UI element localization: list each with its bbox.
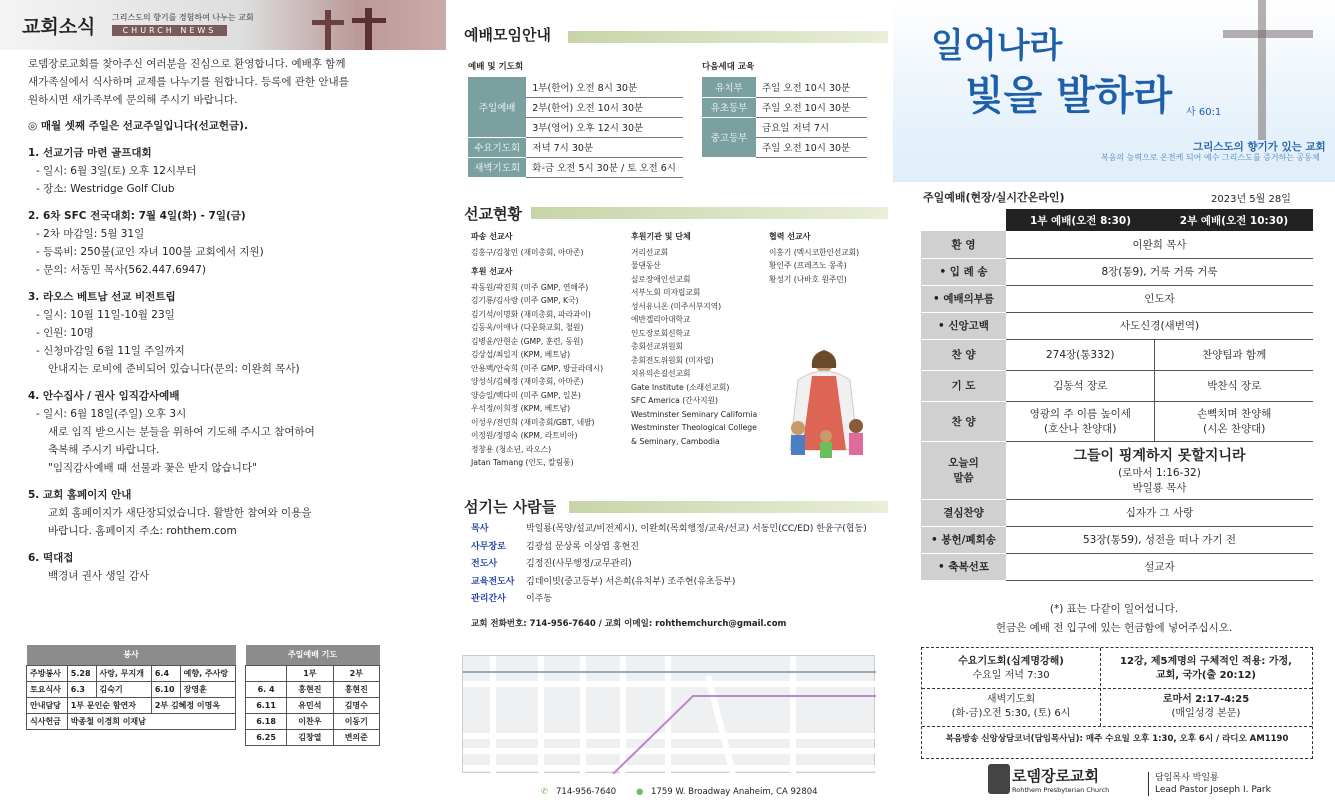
news-title: 교회소식	[22, 16, 96, 38]
news-ribbon: CHURCH NEWS	[112, 25, 227, 36]
table-row: 중고등부 금요일 저녁 7시	[702, 117, 867, 137]
mission-column	[471, 230, 603, 470]
table-row: 수요기도회 저녁 7시 30분	[468, 137, 683, 157]
church-address: 1759 W. Broadway Anaheim, CA 92804	[651, 787, 818, 797]
table-row: 2부(한어) 오전 10시 30분	[468, 97, 683, 117]
news-item-line: - 일시: 6월 3일(토) 오후 12시부터	[36, 165, 197, 177]
cross-icon	[325, 10, 331, 50]
news-item-heading: 3. 라오스 베트남 선교 비전트립	[28, 291, 176, 303]
serve-header: 봉사	[27, 645, 236, 665]
mission-sunday-notice: ◎ 매월 셋째 주일은 선교주일입니다(선교헌금).	[28, 120, 248, 132]
dawn-text: 로마서 2:17-4:25	[1162, 694, 1250, 705]
table-row	[921, 312, 1313, 339]
pastor-info: 담임목사 박일룡 Lead Pastor Joseph I. Park	[1148, 772, 1271, 796]
hero-line1: 일어나라	[931, 26, 1063, 66]
staff-row: 목사 박일룡(목양/설교/비전제시), 이완희(목회행정/교육/선교) 서동민(CC/ED) 한윤구(협동)	[471, 524, 867, 534]
info-panel	[446, 0, 893, 811]
news-item-heading: 2. 6차 SFC 전국대회: 7월 4일(화) - 7일(금)	[28, 210, 246, 222]
news-item-line: - 장소: Westridge Golf Club	[36, 183, 175, 195]
news-header	[0, 0, 446, 50]
order-value: 찬양팀과 함께	[1155, 339, 1313, 370]
mission-item: 성서유니온 (미주서부지역)	[631, 301, 722, 311]
mission-item: 김홍구/김창민 (재미총회, 아마존)	[471, 247, 584, 257]
news-item-line: 축복해 주시기 바랍니다.	[48, 444, 160, 456]
service-date: 2023년 5월 28일	[1211, 194, 1291, 205]
order-label: 찬 양	[921, 339, 1006, 370]
news-item-line: - 신청마감일 6월 11일 주일까지	[36, 345, 185, 357]
hero-reference: 사 60:1	[1186, 107, 1222, 118]
news-item-line: - 일시: 10월 11일-10월 23일	[36, 309, 175, 321]
news-panel	[0, 0, 446, 811]
order-value: 십자가 그 사랑	[1006, 499, 1313, 526]
order-label: • 입 례 송	[921, 258, 1006, 285]
order-value: 8장(통9), 거룩 거룩 거룩	[1006, 258, 1313, 285]
mission-item: 우석정/이희정 (KPM, 베트남)	[471, 404, 571, 413]
table-row	[921, 526, 1313, 553]
table-row: 식사헌금 박종철 이경희 이재남	[27, 713, 236, 729]
sermon-title: 그들이 핑계하지 못할지니라	[1073, 448, 1246, 464]
standing-note: (*) 표는 다같이 일어섭니다.	[1049, 603, 1179, 615]
mission-item: 김병윤/안현순 (GMP, 훈련, 동원)	[471, 336, 584, 346]
staff-title: 섬기는 사람들	[464, 498, 557, 516]
order-value: 인도자	[1006, 285, 1313, 312]
news-item-heading: 5. 교회 홈페이지 안내	[28, 489, 132, 501]
hero-line2: 빛을 발하라	[965, 73, 1173, 119]
mission-title: 선교현황	[464, 205, 522, 223]
mission-item: 김상섭/최일지 (KPM, 베트남)	[471, 350, 571, 359]
table-row	[921, 258, 1313, 285]
staff-row: 전도사 김정진(사무행정/교무관리)	[471, 559, 632, 569]
worship-title: 예배모임안내	[464, 26, 551, 44]
staff-row: 사무장로 김광섭 문상록 이상엽 홍현진	[471, 541, 639, 552]
table-row	[921, 441, 1313, 499]
news-item-line: 바랍니다. 홈페이지 주소: rohthem.com	[48, 525, 237, 537]
prayer-table	[245, 645, 380, 746]
slogan-sub: 복음의 능력으로 온전케 되어 예수 그리스도를 증거하는 공동체	[1101, 153, 1320, 162]
hero-banner	[893, 0, 1335, 182]
mission-item: Westminster Seminary California	[631, 409, 758, 419]
order-label: 오늘의 말씀	[921, 441, 1006, 499]
sermon-reference: (로마서 1:16-32)	[1118, 467, 1201, 479]
mission-item: 실로장애인선교회	[631, 274, 691, 284]
offering-note: 헌금은 예배 전 입구에 있는 헌금함에 넣어주십시오.	[995, 622, 1233, 634]
order-label: • 예배의부름	[921, 285, 1006, 312]
location-map[interactable]	[462, 655, 875, 773]
church-contact: 교회 전화번호: 714-956-7640 / 교회 이메일: rohthemchurch@gmail.com	[471, 619, 787, 629]
news-item-heading: 4. 안수집사 / 권사 임직감사예배	[28, 390, 180, 402]
mission-item: 총회전도위원회 (미자립)	[631, 355, 714, 365]
mission-item: 거리선교회	[631, 247, 669, 257]
mission-item: 김기룡/김사랑 (미주 GMP, K국)	[471, 296, 579, 305]
order-value: 손뼉치며 찬양해 (시온 찬양대)	[1155, 401, 1313, 441]
cross-icon	[365, 8, 372, 50]
mission-item: SFC America (간사지원)	[631, 396, 718, 405]
church-logo-icon	[988, 764, 1010, 794]
table-row: 주일 오전 10시 30분	[702, 137, 867, 157]
table-row: 새벽기도회 화-금 오전 5시 30분 / 토 오전 6시	[468, 157, 683, 177]
table-row	[921, 553, 1313, 580]
news-subtitle: 그리스도의 향기를 경험하여 나누는 교회	[112, 13, 254, 22]
mission-item: 곽동원/곽진희 (미주 GMP, 연해주)	[471, 282, 589, 292]
map-roads	[463, 656, 876, 774]
news-item-line: - 인원: 10명	[36, 327, 94, 339]
news-item-line: - 등록비: 250불(교인 자녀 100불 교회에서 지원)	[36, 246, 264, 258]
mission-item: 황인주 (프레즈노 몽족)	[769, 261, 847, 270]
order-label: 환 영	[921, 231, 1006, 258]
phone-icon: ✆	[541, 787, 549, 797]
church-phone: 714-956-7640	[556, 787, 617, 797]
news-item-line: - 2차 마감일: 5월 31일	[36, 228, 145, 240]
church-name: 로뎀장로교회	[1012, 767, 1099, 785]
slogan: 그리스도의 향기가 있는 교회	[1193, 141, 1326, 153]
mission-item: 서부노회 미자립교회	[631, 288, 701, 297]
broadcast-info: 복음방송 신앙상담코너(담임목사님): 매주 수요일 오후 1:30, 오후 6시 / 라디오 AM1190	[945, 734, 1289, 744]
table-row	[921, 339, 1313, 370]
order-value: 이완희 목사	[1006, 231, 1313, 258]
cross-icon	[1258, 0, 1266, 140]
dawn-time: (화-금)오전 5:30, (토) 6시	[951, 708, 1071, 719]
table-row	[921, 499, 1313, 526]
col-first-service: 1부 예배(오전 8:30)	[1006, 209, 1155, 231]
news-item-line: - 일시: 6월 18일(주일) 오후 3시	[36, 408, 187, 420]
order-value: 53장(통59), 성전을 떠나 가기 전	[1006, 526, 1313, 553]
mission-heading: 후원기관 및 단체	[631, 232, 691, 241]
news-item-heading: 1. 선교기금 마련 골프대회	[28, 147, 152, 159]
news-item-line: - 문의: 서동민 목사(562.447.6947)	[36, 264, 207, 276]
mission-item: & Seminary, Cambodia	[631, 436, 720, 446]
order-label: • 축복선포	[921, 553, 1006, 580]
col-second-service: 2부 예배(오전 10:30)	[1155, 209, 1313, 231]
worship-table	[468, 77, 683, 178]
table-row: 3부(영어) 오후 12시 30분	[468, 117, 683, 137]
table-row	[921, 285, 1313, 312]
mission-heading: 파송 선교사	[471, 232, 513, 241]
wed-topic: 12강, 제5계명의 구체적인 적용: 가정,	[1120, 656, 1292, 667]
table-row: 6.18 이찬우 이동기	[246, 713, 380, 729]
news-item-line: 백경녀 권사 생일 감사	[48, 570, 150, 582]
mission-heading: 후원 선교사	[471, 267, 513, 276]
order-label: 기 도	[921, 370, 1006, 401]
news-body	[28, 55, 428, 585]
mission-item: 에반겔리아대학교	[631, 315, 691, 324]
order-value: 274장(통332)	[1006, 339, 1155, 370]
order-label: 찬 양	[921, 401, 1006, 441]
order-label: • 신앙고백	[921, 312, 1006, 339]
news-item-line: 안내지는 로비에 준비되어 있습니다(문의: 이완희 목사)	[48, 363, 300, 375]
table-row: 주방봉사 5.28 사랑, 무지개 6.4 예향, 주사랑	[27, 665, 236, 681]
mission-item: Westminster Theological College	[631, 423, 757, 432]
order-label: 결심찬양	[921, 499, 1006, 526]
serve-table	[26, 645, 236, 730]
edu-table	[702, 77, 867, 158]
table-row: 주일예배 1부(한어) 오전 8시 30분	[468, 77, 683, 97]
mission-item: 정창용 (청소년, 라오스)	[471, 444, 552, 454]
mission-column	[631, 230, 757, 448]
wed-time: 수요일 저녁 7:30	[972, 670, 1050, 681]
news-item-line: "임직감사예배 때 선물과 꽃은 받지 않습니다"	[48, 462, 257, 474]
mission-item: 김기석/이명화 (재미총회, 파라과이)	[471, 309, 591, 319]
mission-item: Gate Institute (소래선교회)	[631, 382, 730, 392]
bulletin-panel	[893, 0, 1335, 811]
church-name-en: Rohthem Presbyterian Church	[1012, 786, 1110, 794]
staff-row: 교육전도사 김데이빗(중고등부) 서은희(유치부) 조주현(유초등부)	[471, 576, 736, 587]
table-row	[921, 231, 1313, 258]
table-row: 유초등부 주일 오전 10시 30분	[702, 97, 867, 117]
mission-heading: 협력 선교사	[769, 232, 811, 241]
table-row: 유치부 주일 오전 10시 30분	[702, 77, 867, 97]
mission-item: 이홍기 (멕시코한인선교회)	[769, 247, 860, 257]
order-value: 설교자	[1006, 553, 1313, 580]
mission-item: 인도장로회신학교	[631, 328, 691, 338]
mission-item: 양승일/백다미 (미주 GMP, 일본)	[471, 390, 581, 400]
mission-item: 안용백/안숙희 (미주 GMP, 방글라데시)	[471, 363, 604, 373]
mission-column	[769, 230, 859, 286]
order-value: 박찬식 장로	[1155, 370, 1313, 401]
service-title: 주일예배(현장/실시간온라인)	[923, 191, 1065, 204]
order-value: 김동석 장로	[1006, 370, 1155, 401]
order-value: 사도신경(새번역)	[1006, 312, 1313, 339]
mission-item: 이성우/전민희 (재미총회/GBT, 네팔)	[471, 417, 595, 427]
staff-row: 관리간사 이주동	[471, 594, 553, 604]
location-pin-icon: ●	[636, 787, 644, 797]
order-value: 영광의 주 이름 높이세 (호산나 찬양대)	[1006, 401, 1155, 441]
mission-item: 김동욱/이애나 (다문화교회, 철원)	[471, 323, 584, 332]
wed-title: 수요기도회(십계명강해)	[958, 656, 1064, 667]
table-row	[921, 370, 1313, 401]
table-row: 토요식사 6.3 김숙기 6.10 장영훈	[27, 681, 236, 697]
intro-text: 로뎀장로교회를 찾아주신 여러분을 진심으로 환영합니다. 예배후 함께 새가족실에서 식사하며 교제를 나누기를 원합니다. 등록에 관한 안내를 원하시면 새가족부에 문의해 주시기 바랍니다.	[28, 58, 349, 106]
table-row	[921, 401, 1313, 441]
news-items	[28, 144, 428, 585]
mission-item: Jatan Tamang (인도, 칼림퐁)	[471, 458, 574, 467]
prayer-header: 주일예배 기도	[246, 645, 380, 665]
mission-item: 황성기 (나바호 원주민)	[769, 274, 847, 284]
news-item-line: 교회 홈페이지가 새단장되었습니다. 활발한 참여와 이용을	[48, 507, 312, 519]
sermon-cell	[1006, 441, 1313, 499]
table-row: 안내담당 1부 문인순 함연자 2부 김혜정 이명옥	[27, 697, 236, 713]
mission-item: 물댄동산	[631, 261, 661, 270]
dawn-title: 새벽기도회	[986, 694, 1036, 705]
mission-item: 치유의손길선교회	[631, 369, 691, 378]
news-item-heading: 6. 떡대접	[28, 552, 74, 564]
mission-item: 총회선교위원회	[631, 342, 683, 351]
order-of-service	[921, 209, 1313, 581]
worship-caption: 예배 및 기도회	[468, 62, 524, 72]
weekday-box: 수요기도회(십계명강해) 수요일 저녁 7:30 12강, 제5계명의 구체적인 적용: 가정, 교회, 국가(출 20:12) 새벽기도회 (화-금)오전 5:30, (토) 6시 로마서 2:17-4:25 (매일성경 본문) 복음방송 신앙상담코너(담임목사님): 매주 수요일 오후 1:30, 오후 6시 / 라디오 AM1190	[921, 647, 1313, 759]
edu-caption: 다음세대 교육	[702, 62, 755, 72]
table-row: 1부 2부	[246, 665, 380, 681]
table-row: 6.25 김창열 변의준	[246, 729, 380, 745]
preacher: 박일룡 목사	[1132, 482, 1187, 494]
mission-item: 이정원/정명숙 (KPM, 라트비아)	[471, 431, 578, 440]
order-label: • 봉헌/폐회송	[921, 526, 1006, 553]
staff-list	[471, 521, 867, 609]
table-row: 6.11 유민석 김명수	[246, 697, 380, 713]
news-item-line: 새로 임직 받으시는 분들을 위하여 기도해 주시고 참여하여	[48, 426, 315, 438]
table-row: 6. 4 홍현진 홍현진	[246, 681, 380, 697]
mission-item: 양성식/김혜정 (재미총회, 아마존)	[471, 377, 584, 386]
jesus-children-illustration	[776, 340, 871, 460]
